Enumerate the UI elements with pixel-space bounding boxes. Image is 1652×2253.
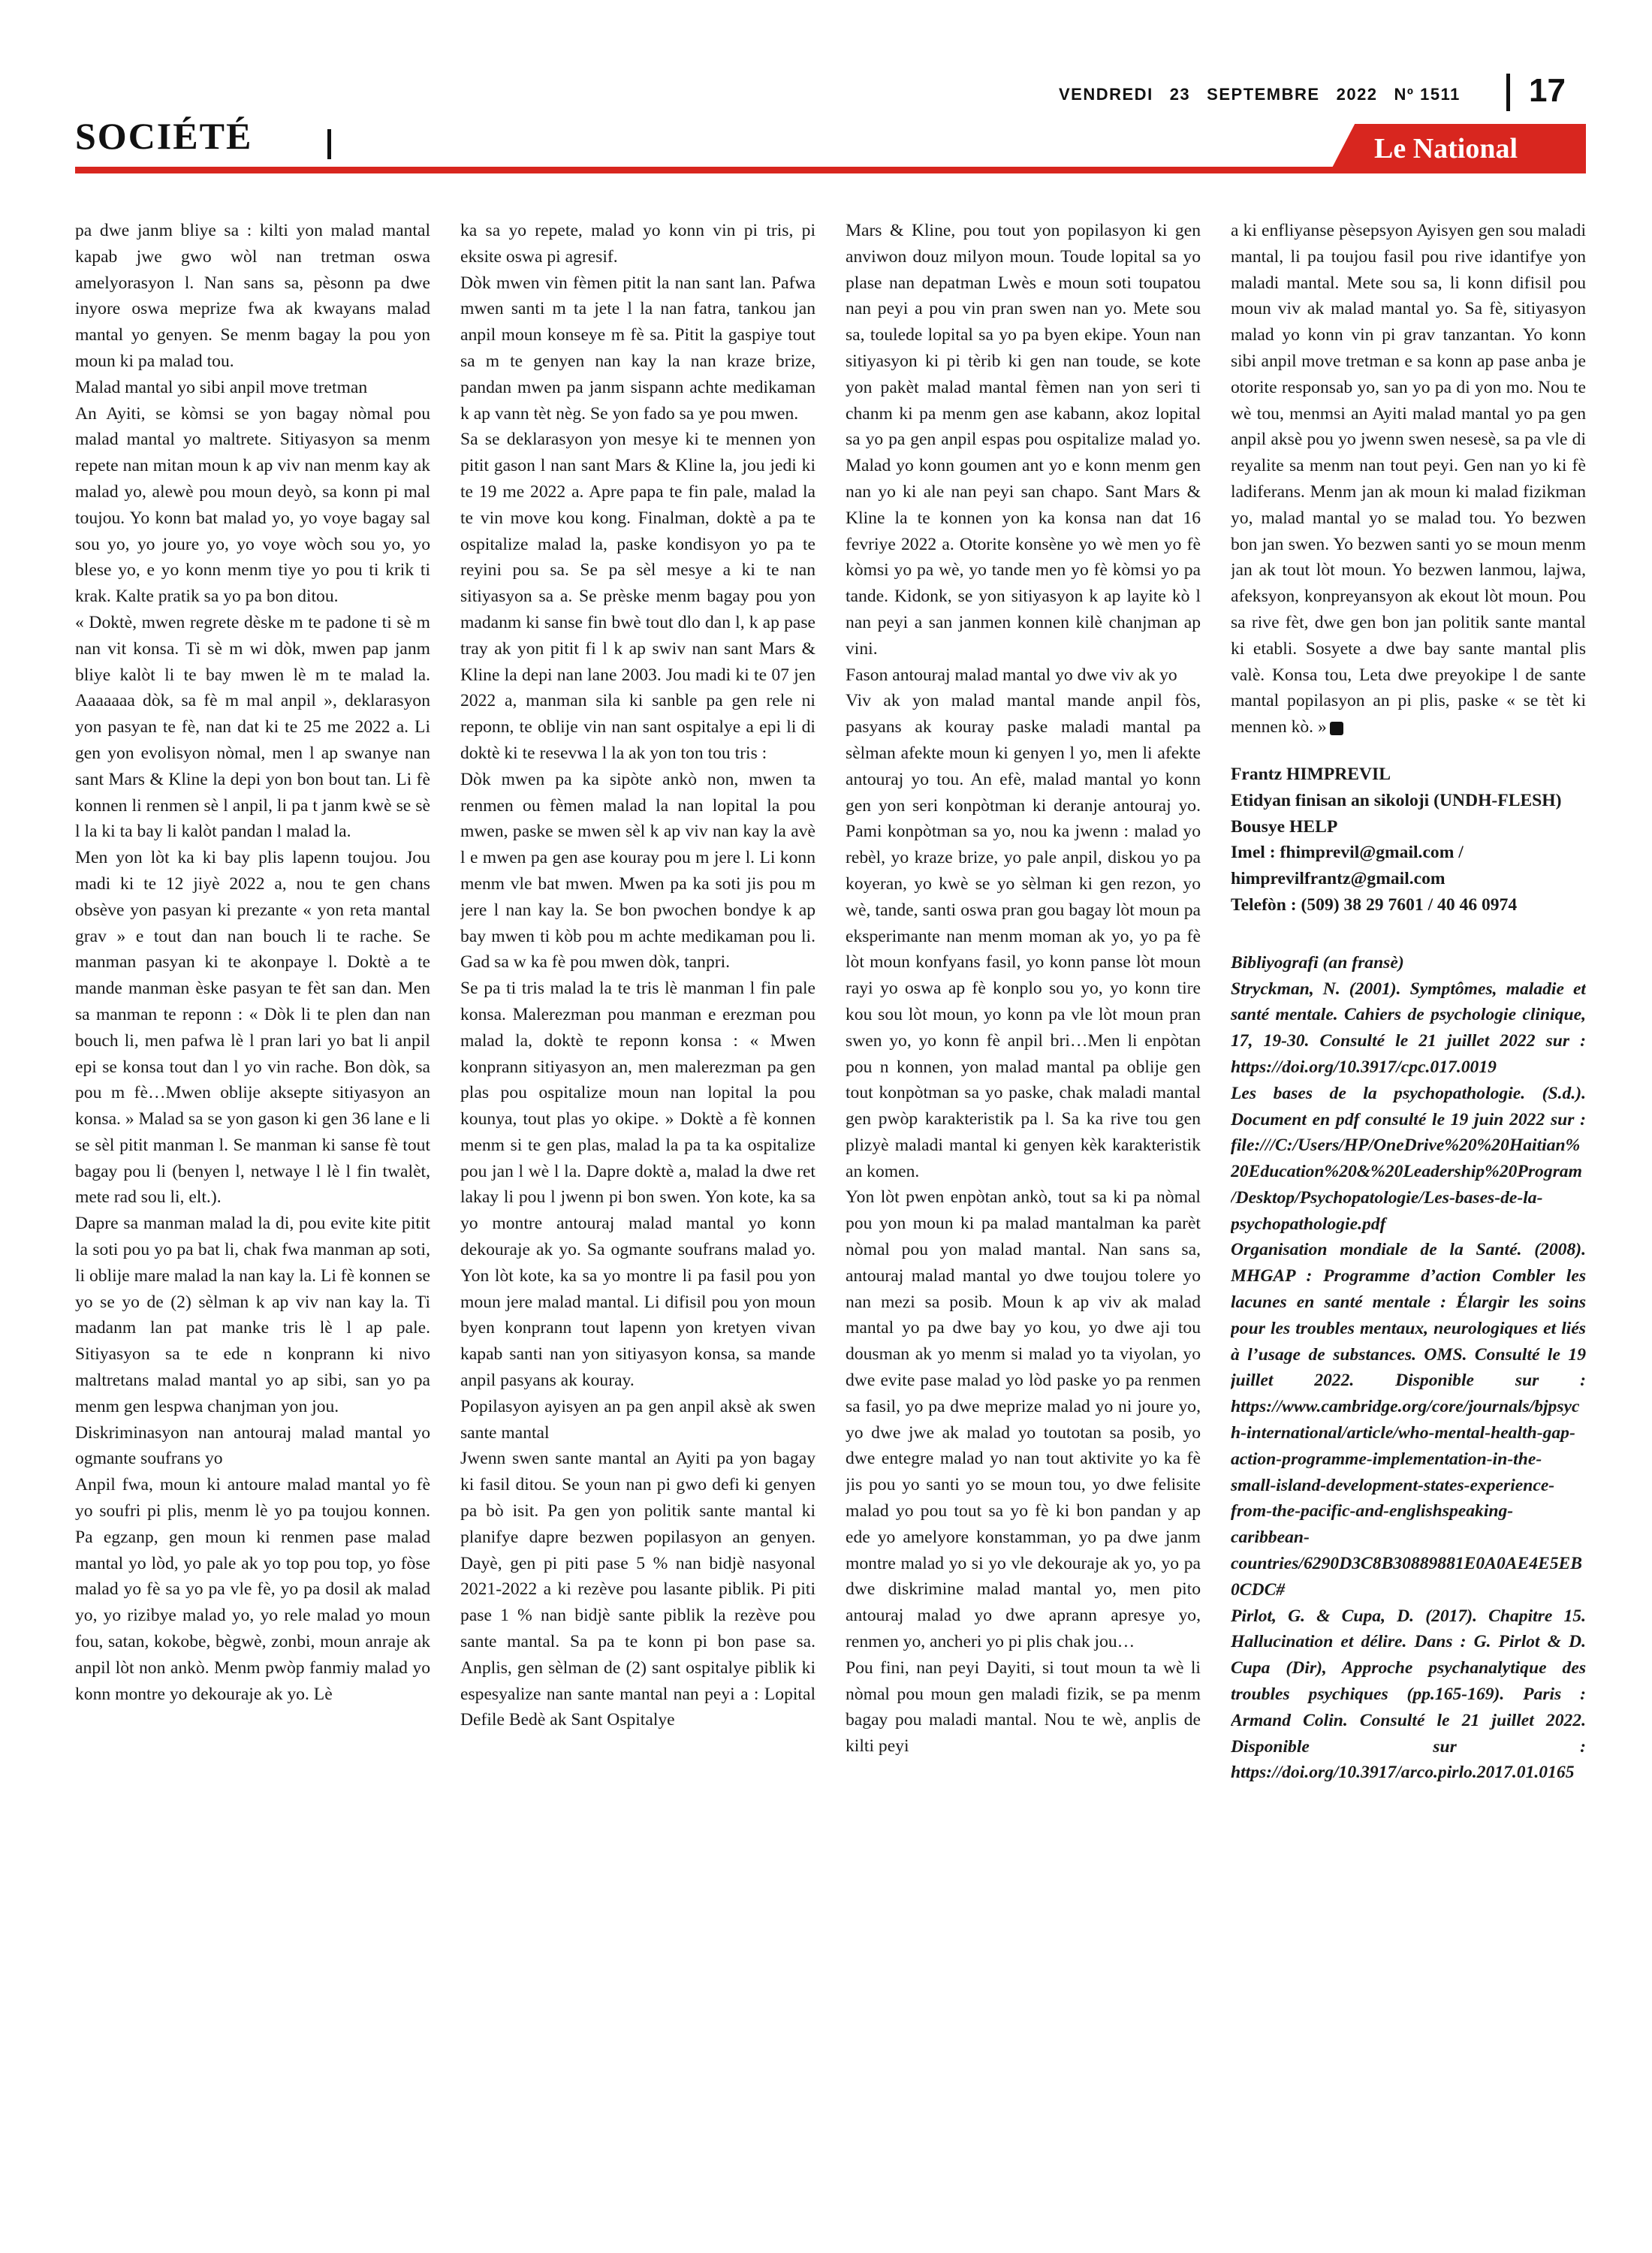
author-name: Frantz HIMPREVIL	[1231, 764, 1391, 784]
paragraph: Yon lòt pwen enpòtan ankò, tout sa ki pa nòmal pou yon moun ki pa malad mantalman ka parèt nòmal pou yon malad mantal. Nan sans sa, antouraj malad mantal yo dwe toujou tolere yo nan mezi sa posib. Moun k ap viv ak malad mantal yo pa dwe bay yo kou, yo dwe aji tou dousman ak yo menm si malad yo ta viyolan, yo dwe evite pase malad yo lòd paske yo pa renmen sa fasil, yo pa dwe meprize malad yo ni joure yo, yo dwe jwe ak malad yo toutotan sa posib, yo dwe entegre malad yo nan tout aktivite yo ka fè jis pou yo santi yo se moun tou, yo dwe felisite malad yo pou tout sa yo fè ki bon pandan y ap ede yo amelyore konstamman, yo pa dwe janm montre malad yo si yo vle dekouraje ak yo, yo pa dwe diskrimine malad mantal yo, men pito antouraj malad yo dwe aprann apresye yo, renmen yo, ancheri yo pi plis chak jou…	[846, 1187, 1201, 1652]
paragraph: Anpil fwa, moun ki antoure malad mantal yo fè yo soufri pi plis, menm lè yo pa toujou konnen. Pa egzanp, gen moun ki renmen pase malad mantal yo lòd, yo pale ak yo top pou top, yo fòse malad yo fè sa yo pa vle fè, yo pa dosil ak malad yo, yo rizibye malad yo, yo rele malad yo moun fou, satan, kokobe, bègwè, zonbi, moun anraje ak anpil lòt non ankò. Menm pwòp fanmiy malad yo konn montre yo dekouraje ak yo. Lè	[75, 1475, 430, 1704]
paragraph: Viv ak yon malad mantal mande anpil fòs, pasyans ak kouray paske maladi mantal pa sèlman afekte moun ki genyen l yo, men li afekte antouraj yo tou. An efè, malad mantal yo konn gen yon seri konpòtman ki deranje antouraj yo. Pami konpòtman sa yo, nou ka jwenn : malad yo rebèl, yo kraze brize, yo pale anpil, diskou yo pa koyeran, yo kwè se yo sèlman ki gen rezon, yo wè, tande, santi oswa pran gou bagay lòt moun pa eksperimante nan menm moman ak yo, yo pa fè lòt moun konfyans fasil, yo konn panse lòt moun rayi yo oswa ap fè konplo sou yo, yo konn tire kou sou lòt moun, yo konn pa vle lòt moun pran swen yo, yo konn fè anpil bri…Men li enpòtan pou n konnen, yon malad mantal pa oblije gen tout konpòtman sa yo paske, chak maladi mantal gen pwòp karakteristik pa l. Sa ka rive tou gen plizyè maladi mantal ki genyen kèk karakteristik an komen.	[846, 691, 1201, 1181]
bibliography-entry: Organisation mondiale de la Santé. (2008). MHGAP : Programme d’action Combler les lacunes en santé mentale : Élargir les soins pour les troubles mentaux, neurologiques et liés à l’usage de substances. OMS. Consulté le 19 juillet 2022. Disponible sur : https://www.cambridge.org/core/journals/bjpsych-international/article/who-mental-health-gap-action-programme-implementation-in-the-small-island-development-states-experience-from-the-pacific-and-englishspeaking-caribbean-countries/6290D3C8B30889881E0A0AE4E5EB0CDC#	[1231, 1240, 1586, 1600]
subheading: Diskriminasyon nan antouraj malad mantal yo ogmante soufrans yo	[75, 1422, 430, 1469]
section-title: SOCIÉTÉ	[75, 115, 253, 157]
dateline-year: 2022	[1336, 85, 1378, 104]
subheading: Malad mantal yo sibi anpil move tretman	[75, 377, 368, 397]
paragraph: pa dwe janm bliye sa : kilti yon malad mantal kapab jwe gwo wòl nan tretman oswa amelyorasyon l. Nan sans sa, pèsonn pa dwe inyore oswa meprize fwa ak kwayans malad mantal yo genyen. Se menm bagay la pou yon moun ki pa malad tou.	[75, 221, 430, 371]
paragraph: Dòk mwen pa ka sipòte ankò non, mwen ta renmen ou fèmen malad la nan lopital la pou mwen, paske se mwen sèl k ap viv nan kay la avè l e mwen pa gen ase kouray pou m jere l. Li konn menm vle bat mwen. Mwen pa ka soti jis pou m jere l nan kay la. Se bon pwochen bondye k ap bay mwen ti kòb pou m achte medikaman pou li. Gad sa w ka fè pou mwen dòk, tanpri.	[460, 769, 815, 973]
page-number: 17	[1529, 72, 1566, 109]
bibliography-entry: Pirlot, G. & Cupa, D. (2017). Chapitre 15. Hallucination et délire. Dans : G. Pirlot & D. Cupa (Dir), Approche psychanalytique des troubles psychiques (pp.165-169). Paris : Armand Colin. Consulté le 21 juillet 2022. Disponible sur : https://doi.org/10.3917/arco.pirlo.2017.01.0165	[1231, 1606, 1586, 1783]
column-4	[1231, 218, 1586, 2230]
paragraph: ka sa yo repete, malad yo konn vin pi tris, pi eksite oswa pi agresif.	[460, 221, 815, 267]
paragraph: Mars & Kline, pou tout yon popilasyon ki gen anviwon douz milyon moun. Toude lopital sa yo plase nan depatman Lwès e moun soti toupatou nan peyi a pou vin pran swen nan yo. Mete sou sa, toulede lopital sa yo pa byen ekipe. Youn nan sitiyasyon ki pi tèrib ki gen nan toude, se kote yon pakèt malad mantal fèmen nan yon seri ti chanm ki pa menm gen ase kabann, akoz lopital sa yo pa gen anpil espas pou ospitalize malad yo. Malad yo konn goumen ant yo e konn menm gen nan yo ki ale nan peyi san chapo. Sant Mars & Kline la te konnen yon ka konsa nan dat 16 fevriye 2022 a. Otorite konsène yo wè men yo fè kòmsi yo pa wè, yo tande men yo fè kòmsi yo pa tande. Kidonk, se yon sitiyasyon k ap layite kò l nan peyi a san janmen konnen kilè chanjman ap vini.	[846, 221, 1201, 659]
bibliography	[1231, 950, 1586, 1787]
paragraph	[1231, 218, 1586, 740]
page-header	[0, 0, 1652, 180]
bibliography-entry: Les bases de la psychopathologie. (S.d.). Document en pdf consulté le 19 juin 2022 sur : file:///C:/Users/HP/OneDrive%20%20Haitian%20Education%20&%20Leadership%20Program/Desktop/Psychopatologie/Les-bases-de-la-psychopathologie.pdf	[1231, 1083, 1586, 1234]
dateline-month: SEPTEMBRE	[1207, 85, 1320, 104]
subheading: Popilasyon ayisyen an pa gen anpil aksè ak swen sante mantal	[460, 1396, 815, 1443]
dateline-day: VENDREDI	[1059, 85, 1153, 104]
dateline	[1059, 85, 1477, 104]
end-of-article-icon	[1330, 722, 1343, 735]
subheading: Fason antouraj malad mantal yo dwe viv ak yo	[846, 665, 1177, 685]
author-email: Imel : fhimprevil@gmail.com / himprevilfrantz@gmail.com	[1231, 843, 1464, 889]
article-body	[75, 218, 1586, 2230]
column-2	[460, 218, 815, 2230]
bibliography-heading: Bibliyografi (an fransè)	[1231, 952, 1404, 973]
paragraph: Dapre sa manman malad la di, pou evite kite pitit la soti pou yo pa bat li, chak fwa manman ap soti, li oblije mare malad la nan kay la. Li fè konnen se yo se yo de (2) sèlman k ap viv nan kay la. Ti madanm lan pat manke tris lè l ap pale. Sitiyasyon sa te ede n konprann ki nivo maltretans malad mantal yo ap sibi, san yo pa menm gen lespwa chanjman yon jou.	[75, 1214, 430, 1416]
author-org: Bousye HELP	[1231, 816, 1338, 837]
paragraph: Pou fini, nan peyi Dayiti, si tout moun ta wè li nòmal pou moun gen maladi fizik, se pa menm bagay pou maladi mantal. Nou te wè, anplis de kilti peyi	[846, 1657, 1201, 1757]
dateline-issue: Nº 1511	[1394, 85, 1461, 104]
paragraph: Sa se deklarasyon yon mesye ki te mennen yon pitit gason l nan sant Mars & Kline la, jou jedi ki te 19 me 2022 a. Apre papa te fin pale, malad la te vin move kou kong. Finalman, doktè a pa te ospitalize malad la, paske kondisyon yo pa te reyini pou sa. Se pa sèl mesye a ki te nan sitiyasyon sa a. Se prèske menm bagay pou yon madanm ki sanse fin bwè tout dlo dan l, k ap pase tray ak yon pitit fi l k ap swiv nan sant Mars & Kline la depi nan lane 2003. Jou madi ki te 07 jen 2022 a, manman sila ki sanble pa gen rele ni reponn, te oblije vin nan sant ospitalye a epi li di doktè ki te resevwa l la ak yon ton tou tris :	[460, 430, 815, 763]
section-title-bar	[327, 129, 331, 159]
paragraph: « Doktè, mwen regrete dèske m te padone ti sè m nan vit konsa. Ti sè m wi dòk, mwen pap janm bliye kalòt li te bay mwen lè m te malad la. Aaaaaaa dòk, sa fè m mal anpil », deklarasyon yon pasyan te fè, nan dat ki te 25 me 2022 a. Li gen yon evolisyon nòmal, men l ap swanye nan sant Mars & Kline la depi yon bon bout tan. Li fè konnen li renmen sè l anpil, li pa t janm kwè se sè l la ki ta bay li kalòt pandan l malad la.	[75, 612, 430, 842]
paragraph: Dòk mwen vin fèmen pitit la nan sant lan. Pafwa mwen santi m ta jete l la nan fatra, tankou jan anpil moun konseye m fè sa. Pitit la gaspiye tout sa m te genyen nan kay la nan kraze brize, pandan mwen pa janm sispann achte medikaman k ap vann tèt nèg. Se yon fado sa ye pou mwen.	[460, 273, 815, 424]
paragraph: Se pa ti tris malad la te tris lè manman l fin pale konsa. Malerezman pou manman e erezman pou malad la, doktè te reponn konsa : « Mwen konprann sitiyasyon an, men malerezman pa gen plas pou ospitalize moun nan lopital la pou kounya, tout plas yo okipe. » Doktè a fè konnen menm si te gen plas, malad la pa ta ka ospitalize pou jan l wè l la. Dapre doktè a, malad la dwe ret lakay li pou l jwenn pi bon swen. Yon kote, ka sa yo montre antouraj malad mantal yo konn dekouraje ak yo. Sa ogmante soufrans malad yo. Yon lòt kote, ka sa yo montre li pa fasil pou yon moun jere malad mantal. Li difisil pou yon moun byen konprann tout lapenn yon kretyen vivan kapab santi nan yon sitiyasyon konsa, sa mande anpil pasyans ak kouray.	[460, 979, 815, 1391]
page-number-separator	[1506, 74, 1510, 111]
paragraph: Men yon lòt ka ki bay plis lapenn toujou. Jou madi ki te 12 jiyè 2022 a, nou te gen chans obsève yon pasyan ki prezante « yon reta mantal grav » e tout dan nan bouch li te rache. Se manman pasyan ki te akonpaye l. Doktè a te mande manman èske pasyan te fèt san dan. Men sa manman te reponn : « Dòk li te plen dan nan bouch li, men pafwa lè l pran lari yo bat li anpil epi se konsa tout dan l yo vin rache. Bon dòk, sa pou m fè…Mwen oblije aksepte sitiyasyon an konsa. » Malad sa se yon gason ki gen 36 lane e li se sèl pitit manman l. Se manman ki sanse fè tout bagay pou li (benyen l, netwaye l lè l fin twalèt, mete rad sou li, elt.).	[75, 848, 430, 1208]
paragraph: An Ayiti, se kòmsi se yon bagay nòmal pou malad mantal yo maltrete. Sitiyasyon sa menm repete nan mitan moun k ap viv nan menm kay ak malad yo, alewè pou moun deyò, sa konn pi mal toujou. Yo konn bat malad yo, yo voye bagay sal sou yo, yo joure yo, yo voye wòch sou yo, yo blese yo, e yo konn menm tiye yo pou ti krik ti krak. Kalte pratik sa yo pa bon ditou.	[75, 403, 430, 607]
author-title: Etidyan finisan an sikoloji (UNDH-FLESH)	[1231, 790, 1562, 810]
author-phone: Telefòn : (509) 38 29 7601 / 40 46 0974	[1231, 894, 1518, 915]
masthead-title: Le National	[1374, 133, 1518, 164]
column-1	[75, 218, 430, 2230]
closing-paragraph-text: a ki enfliyanse pèsepsyon Ayisyen gen sou maladi mantal, li pa toujou fasil pou rive idantifye yon maladi mantal. Mete sou sa, li konn difisil pou moun viv ak malad mantal yo. Sa fè, sitiyasyon malad yo konn vin pi grav tanzantan. Yo konn sibi anpil move tretman e sa konn ap pase anba je otorite responsab yo, san yo pa di yon mo. Nou te wè tou, menmsi an Ayiti malad mantal yo pa gen anpil aksè pou yo jwenn swen nesesè, sa pa vle di reyalite sa menm nan tout peyi. Gen nan yo ki fè ladiferans. Menm jan ak moun ki malad fizikman yo, malad mantal yo se malad tou. Yo bezwen bon jan swen. Yo bezwen santi yo se moun menm jan ak tout lòt moun. Yo bezwen lanmou, lajwa, afeksyon, konpreyansyon ak ekout lòt moun. Pou sa rive fèt, dwe gen bon jan politik sante mantal ki etabli. Sosyete a dwe bay sante mantal plis valè. Konsa tou, Leta dwe preyokipe l de sante mantal popilasyon an pi plis, paske « se tèt ki mennen kò. »	[1231, 221, 1586, 737]
author-block	[1231, 762, 1586, 918]
dateline-date: 23	[1169, 85, 1191, 104]
bibliography-entry: Stryckman, N. (2001). Symptômes, maladie et santé mentale. Cahiers de psychologie clinique, 17, 19-30. Consulté le 21 juillet 2022 sur : https://doi.org/10.3917/cpc.017.0019	[1231, 979, 1586, 1077]
column-3	[846, 218, 1201, 2230]
paragraph: Jwenn swen sante mantal an Ayiti pa yon bagay ki fasil ditou. Se youn nan pi gwo defi ki genyen pa bò isit. Pa gen yon politik sante mantal ki planifye dapre bezwen popilasyon an genyen. Dayè, gen pi piti pase 5 % nan bidjè nasyonal 2021-2022 a ki rezève pou lasante piblik. Pi piti pase 1 % nan bidjè sante piblik la rezève pou sante mantal. Sa pa te konn pi bon pase sa. Anplis, gen sèlman de (2) sant ospitalye piblik ki espesyalize nan sante mantal nan peyi a : Lopital Defile Bedè ak Sant Ospitalye	[460, 1449, 815, 1730]
